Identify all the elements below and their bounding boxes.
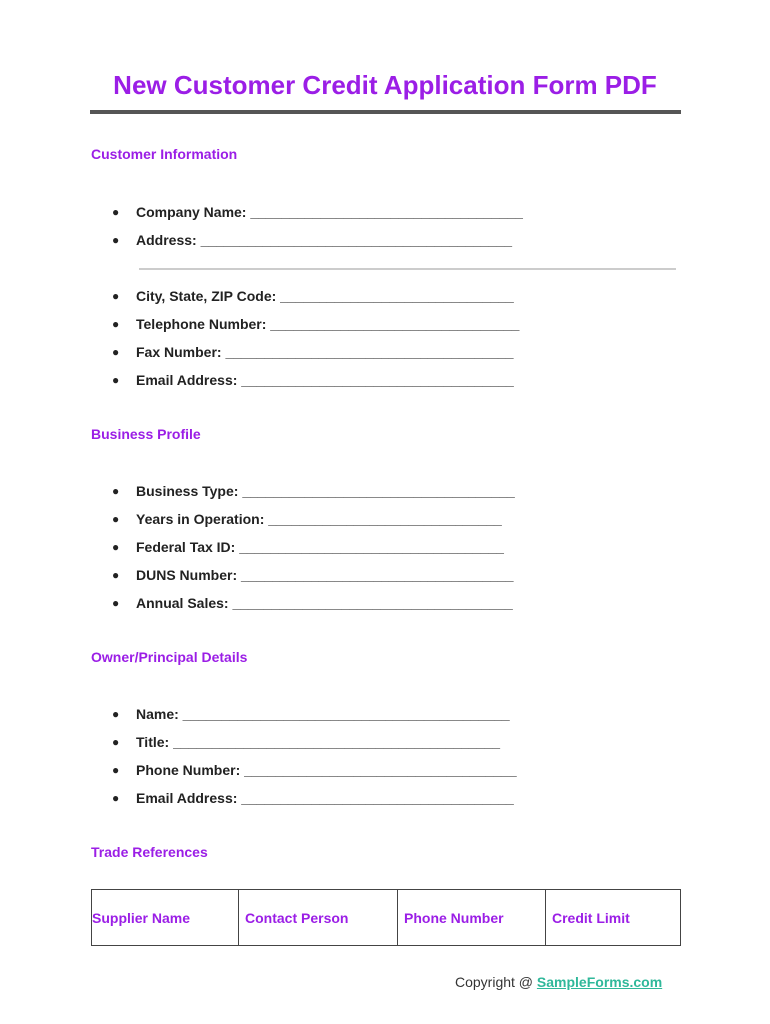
bullet-icon: ● bbox=[112, 763, 120, 777]
customer-information-fields bbox=[112, 202, 523, 258]
field-telephone-number[interactable] bbox=[112, 314, 519, 342]
title-divider bbox=[90, 110, 681, 114]
copyright-text: Copyright @ bbox=[455, 974, 537, 990]
bullet-icon: ● bbox=[112, 233, 120, 247]
field-label: Title: __________________________________________ bbox=[136, 734, 501, 750]
field-label: Name: __________________________________________ bbox=[136, 706, 510, 722]
field-duns-number[interactable] bbox=[112, 565, 515, 593]
bullet-icon: ● bbox=[112, 484, 120, 498]
field-label: Federal Tax ID: __________________________________ bbox=[136, 539, 504, 555]
bullet-icon: ● bbox=[112, 205, 120, 219]
customer-information-fields-continued bbox=[112, 286, 519, 398]
bullet-icon: ● bbox=[112, 791, 120, 805]
field-owner-name[interactable] bbox=[112, 704, 517, 732]
page-title: New Customer Credit Application Form PDF bbox=[113, 70, 657, 100]
bullet-icon: ● bbox=[112, 345, 120, 359]
section-heading-trade-references: Trade References bbox=[91, 844, 208, 860]
address-continuation-line[interactable] bbox=[139, 268, 676, 270]
field-label: Telephone Number: ________________________________ bbox=[136, 316, 520, 332]
field-label: DUNS Number: ___________________________________ bbox=[136, 567, 514, 583]
field-email-address[interactable] bbox=[112, 370, 519, 398]
field-company-name[interactable] bbox=[112, 202, 523, 230]
field-label: Annual Sales: ____________________________________ bbox=[136, 595, 513, 611]
column-header-supplier-name: Supplier Name bbox=[92, 890, 239, 946]
field-owner-phone-number[interactable] bbox=[112, 760, 517, 788]
field-label: Company Name: ___________________________________ bbox=[136, 204, 523, 220]
column-header-contact-person: Contact Person bbox=[239, 890, 398, 946]
field-label: Business Type: ___________________________________ bbox=[136, 483, 515, 499]
section-heading-owner-principal-details: Owner/Principal Details bbox=[91, 649, 248, 665]
field-federal-tax-id[interactable] bbox=[112, 537, 515, 565]
section-heading-business-profile: Business Profile bbox=[91, 426, 201, 442]
field-owner-email-address[interactable] bbox=[112, 788, 517, 816]
section-heading-customer-information: Customer Information bbox=[91, 146, 238, 162]
field-label: Phone Number: ___________________________________ bbox=[136, 762, 517, 778]
column-header-credit-limit: Credit Limit bbox=[546, 890, 681, 946]
field-label: Address: ________________________________________ bbox=[136, 232, 513, 248]
field-fax-number[interactable] bbox=[112, 342, 519, 370]
field-city-state-zip[interactable] bbox=[112, 286, 519, 314]
field-business-type[interactable] bbox=[112, 481, 515, 509]
field-label: Email Address: ___________________________________ bbox=[136, 790, 514, 806]
table-header-row bbox=[92, 890, 681, 946]
bullet-icon: ● bbox=[112, 568, 120, 582]
field-label: Years in Operation: ______________________________ bbox=[136, 511, 502, 527]
bullet-icon: ● bbox=[112, 596, 120, 610]
column-header-phone-number: Phone Number bbox=[398, 890, 546, 946]
field-years-in-operation[interactable] bbox=[112, 509, 515, 537]
business-profile-fields bbox=[112, 481, 515, 621]
bullet-icon: ● bbox=[112, 289, 120, 303]
brand-link[interactable]: SampleForms.com bbox=[536, 974, 663, 990]
field-label: City, State, ZIP Code: ______________________________ bbox=[136, 288, 514, 304]
bullet-icon: ● bbox=[112, 317, 120, 331]
bullet-icon: ● bbox=[112, 373, 120, 387]
field-label: Fax Number: _____________________________________ bbox=[136, 344, 514, 360]
field-label: Email Address: ___________________________________ bbox=[136, 372, 514, 388]
field-annual-sales[interactable] bbox=[112, 593, 515, 621]
bullet-icon: ● bbox=[112, 735, 120, 749]
owner-principal-fields bbox=[112, 704, 517, 816]
field-address[interactable] bbox=[112, 230, 523, 258]
bullet-icon: ● bbox=[112, 512, 120, 526]
copyright-footer bbox=[455, 974, 662, 990]
field-owner-title[interactable] bbox=[112, 732, 517, 760]
bullet-icon: ● bbox=[112, 540, 120, 554]
trade-references-table bbox=[91, 889, 681, 946]
bullet-icon: ● bbox=[112, 707, 120, 721]
